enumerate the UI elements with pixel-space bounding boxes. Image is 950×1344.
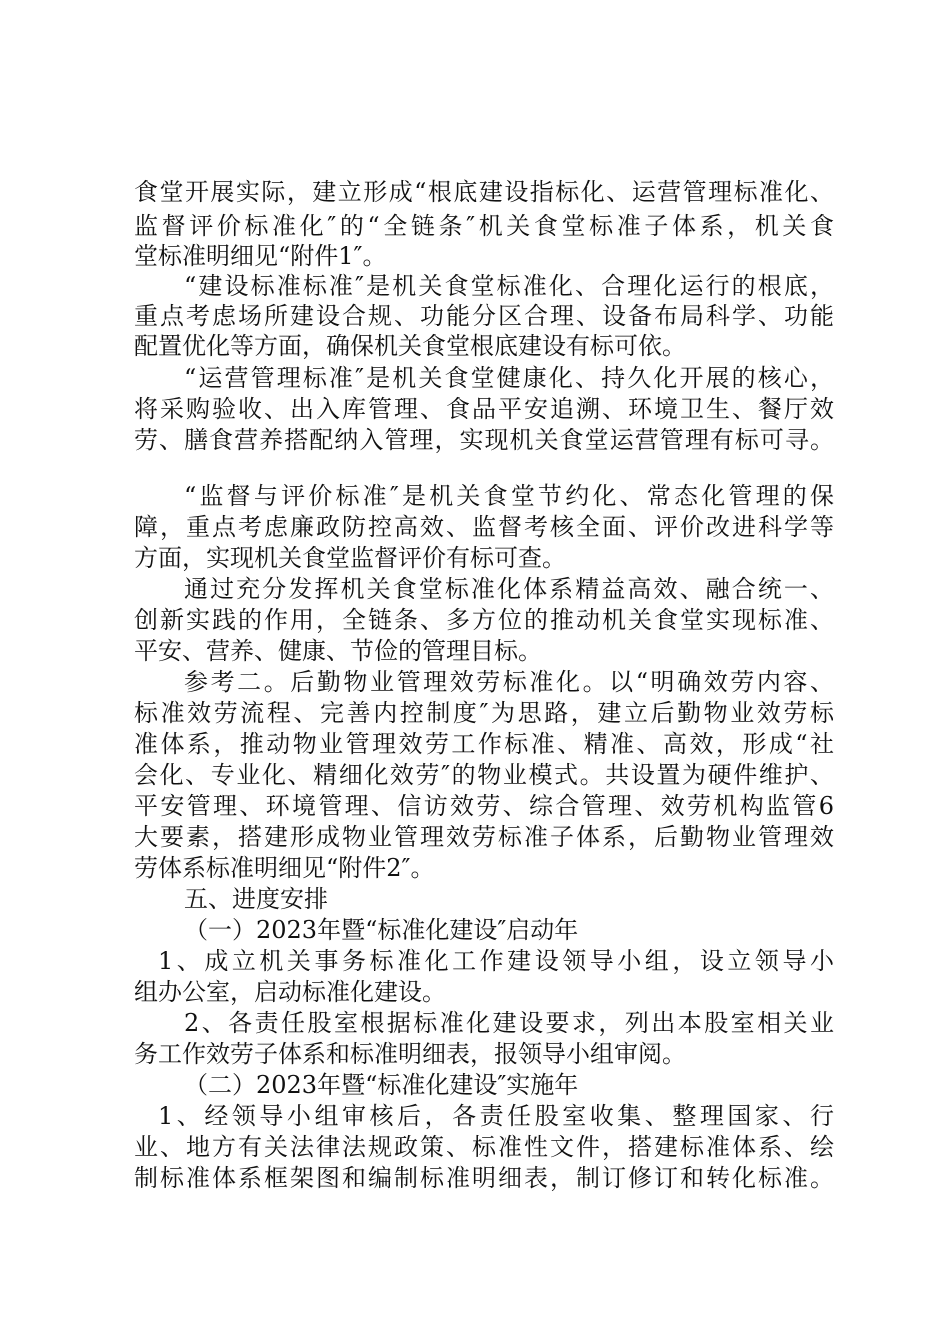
text-line: 1、成立机关事务标准化工作建设领导小组，设立领导小 xyxy=(158,947,834,975)
section-heading: 五、进度安排 xyxy=(184,885,328,913)
text-line: 平安管理、环境管理、信访效劳、综合管理、效劳机构监管6 xyxy=(134,792,834,820)
text-line: 2、各责任股室根据标准化建设要求，列出本股室相关业 xyxy=(184,1009,834,1037)
text-line: 标准效劳流程、完善内控制度″为思路，建立后勤物业效劳标 xyxy=(134,699,834,727)
text-line: 通过充分发挥机关食堂标准化体系精益高效、融合统一、 xyxy=(184,575,834,603)
text-line: 平安、营养、健康、节俭的管理目标。 xyxy=(134,637,542,665)
text-line: 1、经领导小组审核后，各责任股室收集、整理国家、行 xyxy=(158,1102,834,1130)
text-line: 会化、专业化、精细化效劳″的物业模式。共设置为硬件维护、 xyxy=(134,761,834,789)
text-line: 将采购验收、出入库管理、食品平安追溯、环境卫生、餐厅效 xyxy=(134,395,834,423)
text-line: 重点考虑场所建设合规、功能分区合理、设备布局科学、功能 xyxy=(134,302,834,330)
subsection-heading: （一）2023年暨“标准化建设″启动年 xyxy=(184,916,579,944)
text-line: 务工作效劳子体系和标准明细表，报领导小组审阅。 xyxy=(134,1040,686,1068)
text-line: 业、地方有关法律法规政策、标准性文件，搭建标准体系、绘 xyxy=(134,1133,834,1161)
text-line: 大要素，搭建形成物业管理效劳标准子体系，后勤物业管理效 xyxy=(134,823,834,851)
text-line: 食堂开展实际，建立形成“根底建设指标化、运营管理标准化、 xyxy=(134,178,834,206)
text-line: “运营管理标准″是机关食堂健康化、持久化开展的核心， xyxy=(184,364,834,392)
text-line: 堂标准明细见“附件1″。 xyxy=(134,242,387,270)
text-line: 参考二。后勤物业管理效劳标准化。以“明确效劳内容、 xyxy=(184,668,834,696)
text-line: 配置优化等方面，确保机关食堂根底建设有标可依。 xyxy=(134,332,686,360)
text-line: 创新实践的作用，全链条、多方位的推动机关食堂实现标准、 xyxy=(134,606,834,634)
text-line: 组办公室，启动标准化建设。 xyxy=(134,978,446,1006)
text-line: “建设标准标准″是机关食堂标准化、合理化运行的根底， xyxy=(184,272,834,300)
text-line: 劳、膳食营养搭配纳入管理，实现机关食堂运营管理有标可寻。 xyxy=(134,426,834,454)
text-line: 制标准体系框架图和编制标准明细表，制订修订和转化标准。 xyxy=(134,1164,834,1192)
text-line: 障，重点考虑廉政防控高效、监督考核全面、评价改进科学等 xyxy=(134,513,834,541)
text-line: 方面，实现机关食堂监督评价有标可查。 xyxy=(134,544,566,572)
text-line: “监督与评价标准″是机关食堂节约化、常态化管理的保 xyxy=(184,482,834,510)
subsection-heading: （二）2023年暨“标准化建设″实施年 xyxy=(184,1071,579,1099)
text-line: 监督评价标准化″的“全链条″机关食堂标准子体系，机关食 xyxy=(134,212,834,240)
text-line: 劳体系标准明细见“附件2″。 xyxy=(134,854,435,882)
text-line: 准体系，推动物业管理效劳工作标准、精准、高效，形成“社 xyxy=(134,730,834,758)
